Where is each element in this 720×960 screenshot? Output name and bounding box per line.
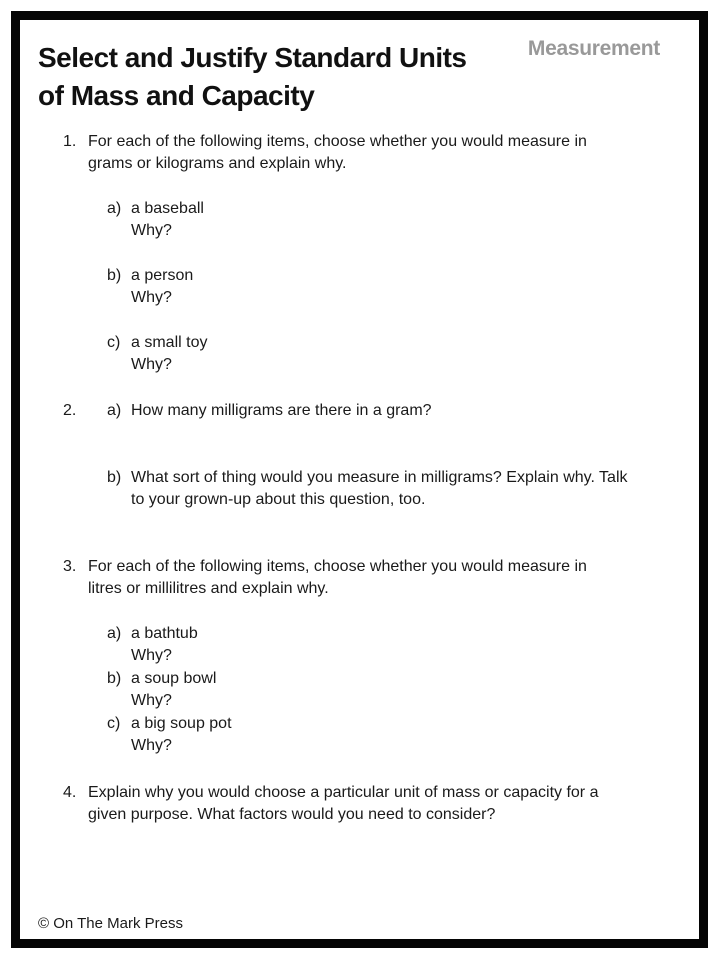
- sub-item-text: a person: [131, 267, 194, 284]
- sub-item-text: How many milligrams are there in a gram?: [131, 402, 432, 419]
- sub-item-1a: [107, 198, 587, 242]
- question-3: [63, 556, 699, 758]
- question-2-sub-list: [107, 400, 628, 511]
- why-prompt: Why?: [131, 222, 172, 239]
- why-prompt: Why?: [131, 356, 172, 373]
- question-4-text-line: given purpose. What factors would you need to consider?: [88, 806, 496, 823]
- worksheet-frame: [11, 11, 708, 948]
- question-1: [63, 131, 699, 376]
- why-prompt: Why?: [131, 692, 172, 709]
- question-2: [63, 400, 699, 511]
- why-prompt: Why?: [131, 647, 172, 664]
- sub-item-body: [131, 400, 432, 422]
- sub-item-2a: [107, 400, 628, 422]
- sub-item-body: [131, 623, 198, 667]
- question-3-sub-list: [107, 623, 587, 757]
- question-1-body: [88, 131, 587, 376]
- question-2-number: 2.: [63, 402, 77, 419]
- question-3-number: 3.: [63, 558, 77, 575]
- sub-item-letter: b): [107, 469, 122, 486]
- sub-item-body: [131, 668, 216, 712]
- category-label: Measurement: [527, 37, 660, 60]
- why-prompt: Why?: [131, 289, 172, 306]
- sub-item-1b: [107, 265, 587, 309]
- question-1-text-line: For each of the following items, choose whether you would measure in: [88, 133, 587, 150]
- sub-item-text: a bathtub: [131, 625, 198, 642]
- question-4: [63, 782, 699, 826]
- copyright-text: © On The Mark Press: [38, 915, 183, 932]
- question-2-body: [88, 400, 628, 511]
- page-title-line-2: of Mass and Capacity: [38, 80, 315, 111]
- question-3-body: [88, 556, 587, 758]
- question-4-number: 4.: [63, 784, 77, 801]
- sub-item-body: [131, 265, 193, 309]
- sub-item-text: to your grown-up about this question, too.: [131, 491, 426, 508]
- sub-item-letter: a): [107, 200, 122, 217]
- sub-item-body: [131, 467, 628, 511]
- sub-item-text: What sort of thing would you measure in milligrams? Explain why. Talk: [131, 469, 628, 486]
- sub-item-1c: [107, 332, 587, 376]
- question-4-text-line: Explain why you would choose a particular unit of mass or capacity for a: [88, 784, 599, 801]
- why-prompt: Why?: [131, 737, 172, 754]
- sub-item-body: [131, 198, 204, 242]
- question-list: [63, 131, 699, 826]
- sub-item-letter: b): [107, 267, 122, 284]
- sub-item-letter: a): [107, 625, 122, 642]
- sub-item-letter: b): [107, 670, 122, 687]
- sub-item-3b: [107, 668, 587, 712]
- sub-item-text: a soup bowl: [131, 670, 217, 687]
- sub-item-letter: a): [107, 402, 122, 419]
- sub-item-letter: c): [107, 334, 121, 351]
- sub-item-3a: [107, 623, 587, 667]
- question-3-text-line: For each of the following items, choose whether you would measure in: [88, 558, 587, 575]
- page-title-line-1: Select and Justify Standard Units: [38, 42, 467, 73]
- sub-item-text: a baseball: [131, 200, 204, 217]
- sub-item-text: a big soup pot: [131, 715, 232, 732]
- question-3-text-line: litres or millilitres and explain why.: [88, 580, 329, 597]
- sub-item-body: [131, 713, 232, 757]
- sub-item-3c: [107, 713, 587, 757]
- sub-item-body: [131, 332, 207, 376]
- question-1-text-line: grams or kilograms and explain why.: [88, 155, 347, 172]
- question-1-sub-list: [107, 198, 587, 376]
- sub-item-text: a small toy: [131, 334, 208, 351]
- sub-item-letter: c): [107, 715, 121, 732]
- sub-item-2b: [107, 467, 628, 511]
- question-1-number: 1.: [63, 133, 77, 150]
- question-4-body: [88, 782, 598, 826]
